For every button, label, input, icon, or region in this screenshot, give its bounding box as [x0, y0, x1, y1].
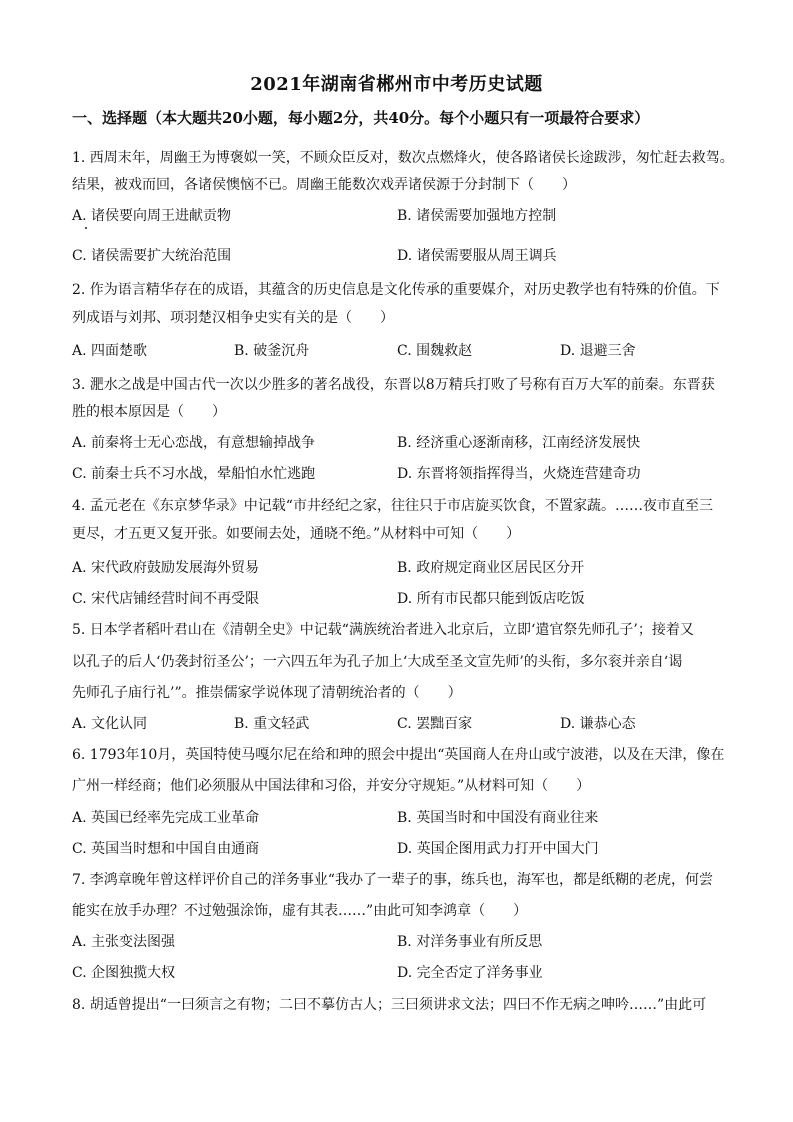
- question-1-option-d: D. 诸侯需要服从周王调兵: [397, 248, 557, 264]
- question-5-line-1: 5. 日本学者稻叶君山在《清朝全史》中记载“满族统治者进入北京后，立即‘遣官祭先师孔子’；接着又: [72, 622, 694, 638]
- question-4-option-a: A. 宋代政府鼓励发展海外贸易: [72, 560, 260, 576]
- question-3-line-1: 3. 淝水之战是中国古代一次以少胜多的著名战役，东晋以8万精兵打败了号称有百万大军的前秦。东晋获: [72, 377, 715, 393]
- question-4-line-2: 更尽，才五更又复开张。如要闹去处，通晓不绝。”从材料中可知（ ）: [72, 526, 521, 542]
- question-4-line-1: 4. 孟元老在《东京梦华录》中记载“市井经纪之家，往往只于市店旋买饮食，不置家蔬。……夜市直至三: [72, 498, 713, 514]
- question-2-line-2: 列成语与刘邦、项羽楚汉相争史实有关的是（ ）: [72, 310, 394, 326]
- page-title: 2021年湖南省郴州市中考历史试题: [250, 74, 543, 95]
- question-4-option-c: C. 宋代店铺经营时间不再受限: [72, 591, 260, 607]
- question-7-line-2: 能实在放手办理？不过勉强涂饰，虚有其表……”由此可知李鸿章（ ）: [72, 903, 528, 919]
- question-2-line-1: 2. 作为语言精华存在的成语，其蕴含的历史信息是文化传承的重要媒介，对历史教学也有特殊的价值。下: [72, 282, 720, 298]
- question-7-option-c: C. 企图独揽大权: [72, 965, 176, 981]
- question-6-option-b: B. 英国当时和中国没有商业往来: [397, 810, 599, 826]
- question-7-option-b: B. 对洋务事业有所反思: [397, 934, 543, 950]
- question-7-option-d: D. 完全否定了洋务事业: [397, 965, 543, 981]
- question-5-line-2: 以孔子的后人‘仍袭封衍圣公’；一六四五年为孔子加上‘大成至圣文宣先师’的头衔，多尔衮并亲自‘谒: [72, 654, 683, 670]
- section-heading: 一、选择题（本大题共20小题，每小题2分，共40分。每个小题只有一项最符合要求）: [72, 109, 650, 127]
- question-5-option-c: C. 罢黜百家: [397, 716, 473, 732]
- question-5-option-a: A. 文化认同: [72, 716, 148, 732]
- question-3-option-a: A. 前秦将士无心恋战，有意想输掉战争: [72, 435, 316, 451]
- question-5-line-3: 先师孔子庙行礼’”。推崇儒家学说体现了清朝统治者的（ ）: [72, 685, 462, 701]
- question-6-option-a: A. 英国已经率先完成工业革命: [72, 810, 260, 826]
- question-2-option-b: B. 破釜沉舟: [234, 343, 310, 359]
- question-2-option-a: A. 四面楚歌: [72, 343, 148, 359]
- question-3-option-b: B. 经济重心逐渐南移，江南经济发展快: [397, 435, 641, 451]
- question-7-line-1: 7. 李鸿章晚年曾这样评价自己的洋务事业“我办了一辈子的事，练兵也，海军也，都是纸糊的老虎，何尝: [72, 872, 713, 888]
- question-3-option-c: C. 前秦士兵不习水战，晕船怕水忙逃跑: [72, 466, 316, 482]
- question-5-option-b: B. 重文轻武: [234, 716, 310, 732]
- question-1-line-1: 1. 西周末年，周幽王为博褒姒一笑，不顾众臣反对，数次点燃烽火，使各路诸侯长途跋涉，匆忙赶去救驾。: [72, 150, 734, 166]
- question-6-line-1: 6. 1793年10月，英国特使马嘎尔尼在给和珅的照会中提出“英国商人在舟山或宁波港，以及在天津，像在: [72, 747, 725, 763]
- question-2-option-c: C. 围魏救赵: [397, 343, 473, 359]
- question-5-option-d: D. 谦恭心态: [560, 716, 636, 732]
- question-7-option-a: A. 主张变法图强: [72, 934, 176, 950]
- question-8-line-1: 8. 胡适曾提出“一曰须言之有物；二曰不摹仿古人；三曰须讲求文法；四曰不作无病之呻吟……”由此可: [72, 997, 707, 1013]
- question-3-line-2: 胜的根本原因是（ ）: [72, 404, 226, 420]
- question-1-option-c: C. 诸侯需要扩大统治范围: [72, 248, 232, 264]
- question-1-option-a: A. 诸侯要向周王进献贡物: [72, 208, 232, 224]
- question-1-line-2: 结果，被戏而回，各诸侯懊恼不已。周幽王能数次戏弄诸侯源于分封制下（ ）: [72, 177, 576, 193]
- question-6-option-d: D. 英国企图用武力打开中国大门: [397, 841, 599, 857]
- question-4-option-d: D. 所有市民都只能到饭店吃饭: [397, 591, 585, 607]
- question-4-option-b: B. 政府规定商业区居民区分开: [397, 560, 585, 576]
- question-3-option-d: D. 东晋将领指挥得当，火烧连营建奇功: [397, 466, 641, 482]
- question-2-option-d: D. 退避三舍: [560, 343, 636, 359]
- question-6-line-2: 广州一样经商；他们必须服从中国法律和习俗，并安分守规矩。”从材料可知（ ）: [72, 778, 591, 794]
- stray-mark: [85, 227, 87, 229]
- question-6-option-c: C. 英国当时想和中国自由通商: [72, 841, 260, 857]
- question-1-option-b: B. 诸侯需要加强地方控制: [397, 208, 557, 224]
